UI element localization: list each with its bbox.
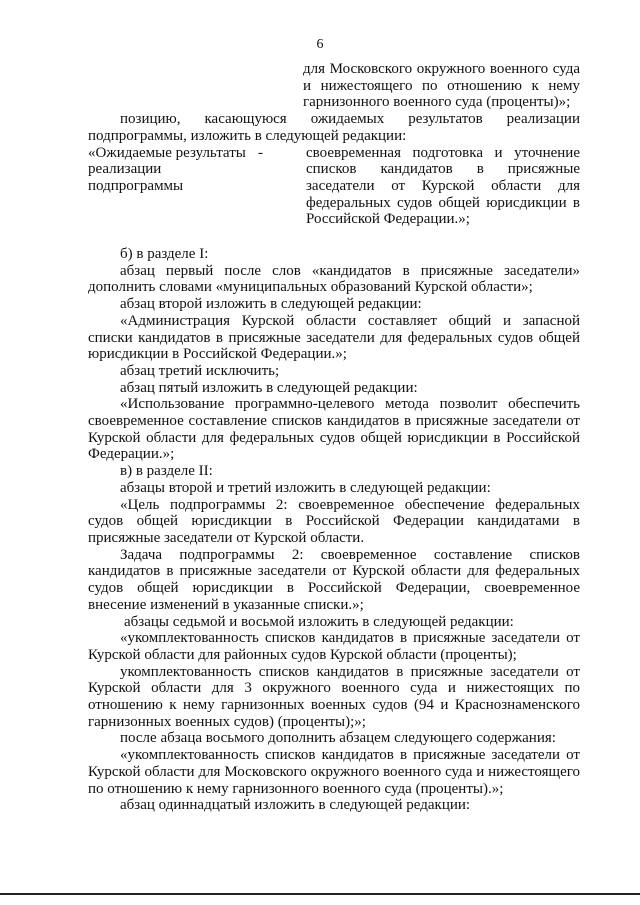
table-dash-cell: - xyxy=(258,144,263,161)
continued-text-block: для Московского окружного военного суда и нижестоящего по отношению к нему гарнизонного военного суда (проценты)»; xyxy=(303,61,580,111)
paragraph: «укомплектованность списков кандидатов в присяжные заседатели от Курской области для районных судов Курской области (проценты); xyxy=(88,630,580,663)
table-left-cell: «Ожидаемые результаты реализации подпрограммы xyxy=(88,144,246,194)
scan-edge-line xyxy=(0,893,640,895)
expected-results-table xyxy=(88,145,580,229)
paragraph: абзац пятый изложить в следующей редакции: xyxy=(120,379,418,396)
table-right-cell: своевременная подготовка и уточнение списков кандидатов в присяжные заседатели от Курской области для федеральных судов общей юрисдикции в Российской Федерации.»; xyxy=(306,144,580,228)
spacer xyxy=(88,228,580,246)
page-number: 6 xyxy=(316,37,324,52)
paragraph: укомплектованность списков кандидатов в присяжные заседатели от Курской области для 3 окружного военного суда и нижестоящих по отношению к нему гарнизонных военных судов (94 и Краснознаменского гарнизонных военных судов) (проценты);»; xyxy=(88,663,580,730)
document-body xyxy=(88,61,580,814)
paragraph: «укомплектованность списков кандидатов в присяжные заседатели от Курской области для Московского окружного военного суда и нижестоящего по отношению к нему гарнизонного военного суда (проценты).»; xyxy=(88,747,580,797)
paragraph: абзацы второй и третий изложить в следующей редакции: xyxy=(120,479,491,496)
paragraph: «Администрация Курской области составляет общий и запасной списки кандидатов в присяжные заседатели для федеральных судов общей юрисдикции в Российской Федерации.»; xyxy=(88,312,580,363)
paragraph: после абзаца восьмого дополнить абзацем следующего содержания: xyxy=(120,730,556,747)
paragraph: абзац первый после слов «кандидатов в присяжные заседатели» дополнить словами «муниципальных образований Курской области»; xyxy=(88,262,580,296)
paragraph: абзац второй изложить в следующей редакции: xyxy=(120,296,422,313)
paragraph: абзац одиннадцатый изложить в следующей редакции: xyxy=(120,797,471,814)
paragraph: абзацы седьмой и восьмой изложить в следующей редакции: xyxy=(124,613,514,630)
paragraph: в) в разделе II: xyxy=(120,463,213,480)
paragraph: абзац третий исключить; xyxy=(120,362,280,379)
paragraph: «Использование программно-целевого метода позволит обеспечить своевременное составление списков кандидатов в присяжные заседатели от Курской области для федеральных судов общей юрисдикции в Российской Федерации.»; xyxy=(88,396,580,463)
paragraph: «Цель подпрограммы 2: своевременное обеспечение федеральных судов общей юрисдикции в Российской Федерации кандидатами в присяжные заседатели от Курской области. xyxy=(88,496,580,546)
paragraph: б) в разделе I: xyxy=(120,246,209,263)
paragraph: позицию, касающуюся ожидаемых результатов реализации подпрограммы, изложить в следующей редакции: xyxy=(88,111,580,144)
paragraph: Задача подпрограммы 2: своевременное составление списков кандидатов в присяжные заседатели от Курской области для федеральных судов общей юрисдикции в Российской Федерации, своевременное внесение изменений в указанные списки.»; xyxy=(88,546,580,613)
